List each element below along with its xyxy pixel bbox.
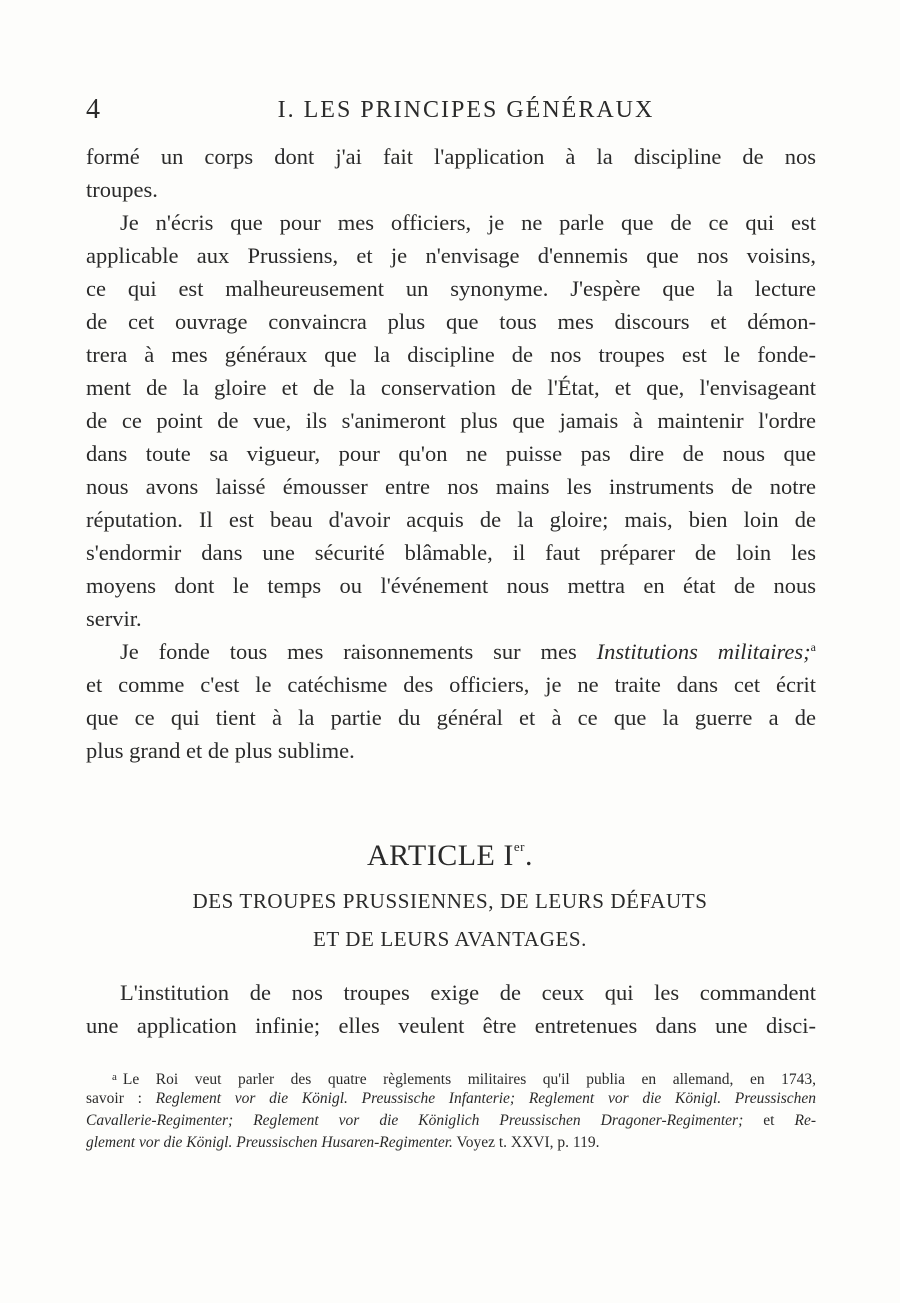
text-line: nous avons laissé émousser entre nos mains les instruments de notre xyxy=(86,474,816,499)
text-span: savoir : xyxy=(86,1090,156,1107)
text-line: que ce qui tient à la partie du général et à ce que la guerre a de xyxy=(86,705,816,730)
text-line: ment de la gloire et de la conservation de l'État, et que, l'envisageant xyxy=(86,375,816,400)
text-line: s'endormir dans une sécurité blâmable, il faut préparer de loin les xyxy=(86,540,816,565)
text-line: de cet ouvrage convaincra plus que tous mes discours et démon- xyxy=(86,309,816,334)
page-number: 4 xyxy=(86,94,100,125)
text-span: et xyxy=(743,1112,795,1129)
text-span-italic: glement vor die Königl. Preussischen Husaren-Regimenter. xyxy=(86,1134,453,1151)
footnote-line xyxy=(86,1088,816,1110)
footnote-line xyxy=(86,1132,816,1154)
text-line: réputation. Il est beau d'avoir acquis de la gloire; mais, bien loin de xyxy=(86,507,816,532)
text-line: de ce point de vue, ils s'animeront plus que jamais à maintenir l'ordre xyxy=(86,408,816,433)
text-line: ce qui est malheureusement un synonyme. J'espère que la lecture xyxy=(86,276,816,301)
footnote-line xyxy=(112,1066,816,1088)
text-line: dans toute sa vigueur, pour qu'on ne puisse pas dire de nous que xyxy=(86,441,816,466)
running-title: I. LES PRINCIPES GÉNÉRAUX xyxy=(277,97,655,123)
text-span-italic: Reglement vor die Königl. Preussische Infanterie; Reglement vor die Königl. Preussischen xyxy=(155,1090,817,1107)
article-heading xyxy=(0,836,900,876)
text-line xyxy=(120,635,816,668)
text-span: Le Roi veut parler des quatre règlements militaires qu'il publia en allemand, en 1743, xyxy=(122,1071,816,1088)
text-span: Voyez t. XXVI, p. 119. xyxy=(452,1134,600,1151)
text-line: L'institution de nos troupes exige de ceux qui les commandent xyxy=(120,980,816,1005)
book-title-italic: Institutions militaires; xyxy=(596,639,811,664)
text-line: troupes. xyxy=(86,177,158,202)
article-title-text: ARTICLE I xyxy=(367,839,514,872)
footnote-line xyxy=(86,1110,816,1132)
text-line: servir. xyxy=(86,606,142,631)
text-line: plus grand et de plus sublime. xyxy=(86,738,355,763)
article-subtitle: DES TROUPES PRUSSIENNES, DE LEURS DÉFAUTS xyxy=(192,889,708,913)
text-line: Je n'écris que pour mes officiers, je ne parle que de ce qui est xyxy=(120,210,816,235)
text-span: Je fonde tous mes raisonnements sur mes xyxy=(120,639,597,664)
article-title-sup: er xyxy=(513,839,525,854)
text-line: trera à mes généraux que la discipline de nos troupes est le fonde- xyxy=(86,342,816,367)
text-line: formé un corps dont j'ai fait l'application à la discipline de nos xyxy=(86,144,816,169)
article-subtitle: ET DE LEURS AVANTAGES. xyxy=(312,927,588,951)
footnote-marker: a xyxy=(112,1071,117,1083)
footnote-reference[interactable]: a xyxy=(810,640,816,654)
text-line: et comme c'est le catéchisme des officiers, je ne traite dans cet écrit xyxy=(86,672,816,697)
running-head xyxy=(86,92,816,128)
text-line: applicable aux Prussiens, et je n'envisage d'ennemis que nos voisins, xyxy=(86,243,816,268)
text-line: moyens dont le temps ou l'événement nous mettra en état de nous xyxy=(86,573,816,598)
text-span-italic: Cavallerie-Regimenter; Reglement vor die Königlich Preussischen Dragoner-Regimenter; xyxy=(86,1112,744,1129)
text-span-italic: Re- xyxy=(794,1112,816,1129)
article-title-period: . xyxy=(524,839,533,872)
text-line: une application infinie; elles veulent être entretenues dans une disci- xyxy=(86,1013,816,1038)
